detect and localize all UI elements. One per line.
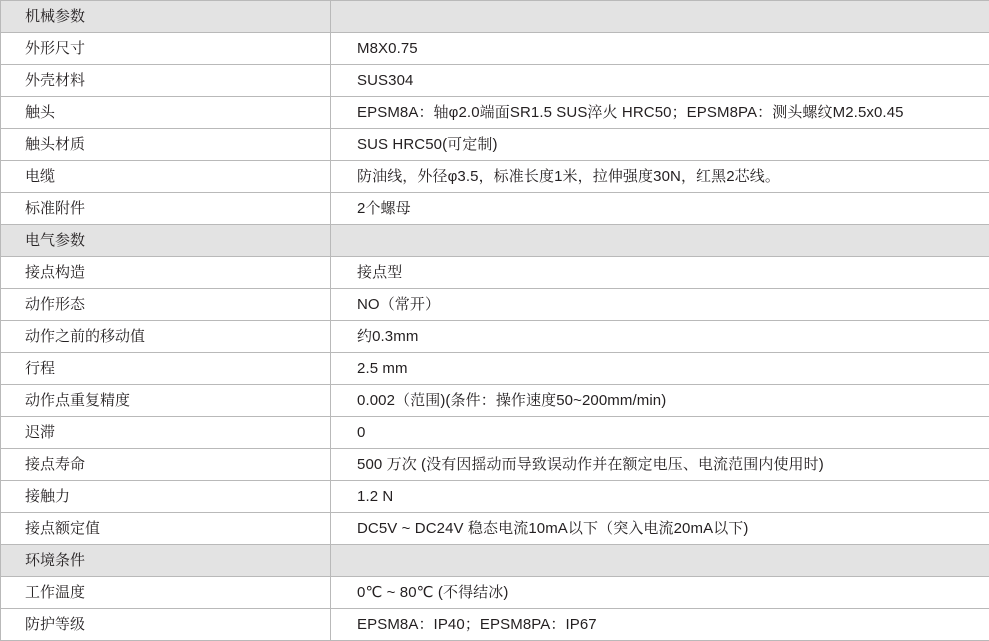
row-label: 外形尺寸 — [1, 33, 331, 65]
row-value: 防油线，外径φ3.5，标准长度1米，拉伸强度30N，红黑2芯线。 — [331, 161, 989, 193]
row-label: 防护等级 — [1, 609, 331, 641]
row-value: 0 — [331, 417, 989, 449]
table-row — [1, 193, 989, 225]
row-label: 动作形态 — [1, 289, 331, 321]
table-row — [1, 97, 989, 129]
table-row — [1, 289, 989, 321]
section-title: 机械参数 — [1, 1, 331, 33]
section-title: 环境条件 — [1, 545, 331, 577]
row-label: 电缆 — [1, 161, 331, 193]
section-header-row — [1, 545, 989, 577]
table-row — [1, 481, 989, 513]
row-value: 500 万次 (没有因摇动而导致误动作并在额定电压、电流范围内使用时) — [331, 449, 989, 481]
specifications-table-body — [1, 1, 989, 641]
row-value: 0.002（范围)(条件：操作速度50~200mm/min) — [331, 385, 989, 417]
row-label: 外壳材料 — [1, 65, 331, 97]
section-header-value — [331, 1, 989, 33]
section-header-value — [331, 225, 989, 257]
section-header-row — [1, 225, 989, 257]
row-label: 工作温度 — [1, 577, 331, 609]
row-value: 1.2 N — [331, 481, 989, 513]
row-value: NO（常开） — [331, 289, 989, 321]
row-value: EPSM8A：轴φ2.0端面SR1.5 SUS淬火 HRC50；EPSM8PA：测头螺纹M2.5x0.45 — [331, 97, 989, 129]
row-value: EPSM8A：IP40；EPSM8PA：IP67 — [331, 609, 989, 641]
row-label: 接点构造 — [1, 257, 331, 289]
table-row — [1, 161, 989, 193]
row-label: 行程 — [1, 353, 331, 385]
row-label: 接点寿命 — [1, 449, 331, 481]
row-value: SUS HRC50(可定制) — [331, 129, 989, 161]
table-row — [1, 385, 989, 417]
row-value: 0℃ ~ 80℃ (不得结冰) — [331, 577, 989, 609]
table-row — [1, 65, 989, 97]
row-value: 2个螺母 — [331, 193, 989, 225]
row-value: 接点型 — [331, 257, 989, 289]
table-row — [1, 449, 989, 481]
table-row — [1, 33, 989, 65]
section-title: 电气参数 — [1, 225, 331, 257]
table-row — [1, 353, 989, 385]
row-label: 迟滞 — [1, 417, 331, 449]
section-header-value — [331, 545, 989, 577]
row-value: M8X0.75 — [331, 33, 989, 65]
table-row — [1, 129, 989, 161]
row-label: 动作点重复精度 — [1, 385, 331, 417]
row-value: 2.5 mm — [331, 353, 989, 385]
table-row — [1, 609, 989, 641]
table-row — [1, 257, 989, 289]
row-value: DC5V ~ DC24V 稳态电流10mA以下（突入电流20mA以下) — [331, 513, 989, 545]
row-label: 接触力 — [1, 481, 331, 513]
row-label: 动作之前的移动值 — [1, 321, 331, 353]
table-row — [1, 321, 989, 353]
row-label: 标准附件 — [1, 193, 331, 225]
table-row — [1, 513, 989, 545]
row-label: 接点额定值 — [1, 513, 331, 545]
row-value: 约0.3mm — [331, 321, 989, 353]
section-header-row — [1, 1, 989, 33]
row-value: SUS304 — [331, 65, 989, 97]
row-label: 触头 — [1, 97, 331, 129]
table-row — [1, 417, 989, 449]
row-label: 触头材质 — [1, 129, 331, 161]
